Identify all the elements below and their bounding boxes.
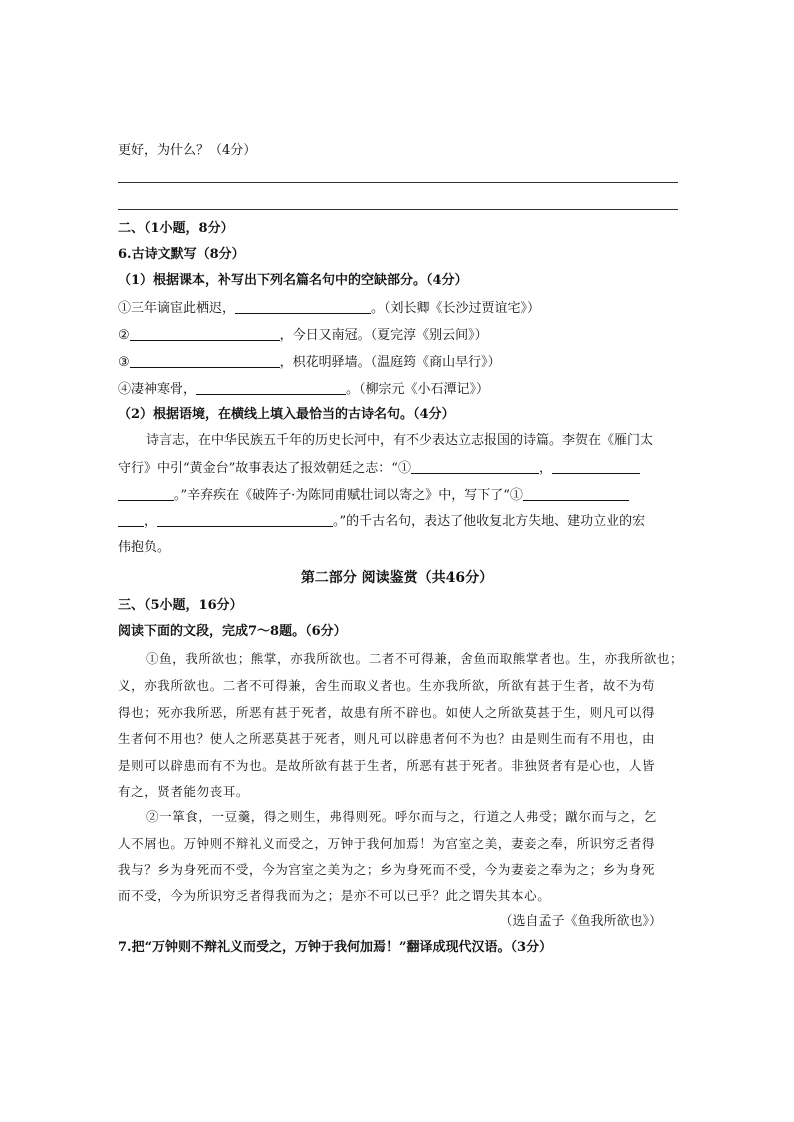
fill-blank[interactable] [411,459,539,474]
passage-source: （选自孟子《鱼我所欲也》） [499,914,662,929]
answer-line[interactable] [118,182,678,183]
fill-item [118,380,489,399]
question-title: 6.古诗文默写（8分） [118,247,245,262]
section-header: 三、（5小题，16分） [118,598,243,613]
passage-line: 而不受，今为所识穷乏者得我而为之；是亦不可以已乎？此之谓失其本心。 [118,888,551,903]
passage-line: 我与？乡为身死而不受，今为宫室之美为之；乡为身死而不受，今为妻妾之奉为之；乡为身死 [118,862,656,877]
fill-blank[interactable] [130,353,280,368]
context-text-part: 。”的千古名句，表达了他收复北方失地、建功立业的宏 [333,514,646,529]
fill-item-pre: ①三年谪宦此栖迟， [118,301,236,316]
question-tail: 更好，为什么？（4分） [118,143,257,158]
fill-item-post: 。（刘长卿《长沙过贾谊宅》） [371,301,541,316]
fill-blank[interactable] [118,512,144,527]
passage-line: 义，亦我所欲也。二者不可得兼，舍生而取义者也。生亦我所欲，所欲有甚于生者，故不为苟 [118,678,656,693]
question-title: 7.把“万钟则不辩礼义而受之，万钟于我何加焉！”翻译成现代汉语。（3分） [118,940,553,955]
passage-line: 人不屑也。万钟则不辩礼义而受之，万钟于我何加焉！为宫室之美，妻妾之奉，所识穷乏者得 [118,836,656,851]
fill-blank[interactable] [130,326,280,341]
subquestion-title: （1）根据课本，补写出下列名篇名句中的空缺部分。（4分） [118,273,468,288]
section-header: 二、（1小题，8分） [118,221,234,236]
context-text [118,486,629,505]
answer-line[interactable] [118,209,678,210]
subquestion-title: （2）根据语境，在横线上填入最恰当的古诗名句。（4分） [118,407,455,422]
passage-line: 是则可以辟患而有不为也。是故所欲有甚于生者，所恶有甚于死者。非独贤者有是心也，人皆 [118,758,656,773]
fill-item-post: 。（柳宗元《小石潭记》） [346,382,490,397]
passage-line: ②一箪食，一豆羹，得之则生，弗得则死。呼尔而与之，行道之人弗受；蹴尔而与之，乞 [146,809,657,824]
fill-item [118,353,501,372]
fill-item-post: ，今日又南冠。（夏完淳《别云间》） [279,328,488,343]
context-text [118,459,640,478]
context-text: 诗言志，在中华民族五千年的历史长河中，有不少表达立志报国的诗篇。李贺在《雁门太 [146,433,654,448]
reading-intro: 阅读下面的文段，完成7～8题。（6分） [118,624,347,639]
fill-item [118,326,488,345]
fill-item-pre: ② [118,328,130,343]
fill-blank[interactable] [552,459,640,474]
passage-line: 生者何不用也？使人之所恶莫甚于死者，则凡可以辟患者何不为也？由是则生而有不用也，由 [118,731,656,746]
fill-item [118,299,540,318]
context-text [118,512,645,531]
context-text-part: ， [144,514,158,529]
passage-line: 得也；死亦我所恶，所恶有甚于死者，故患有所不辟也。如使人之所欲莫甚于生，则凡可以得 [118,705,656,720]
part-title: 第二部分 阅读鉴赏（共46分） [300,570,494,586]
context-text-part: 。”辛弃疾在《破阵子·为陈同甫赋壮词以寄之》中，写下了“① [174,488,523,503]
context-text-part: ， [538,461,552,476]
fill-blank[interactable] [523,486,629,501]
passage-line: 有之，贤者能勿丧耳。 [118,784,250,799]
fill-blank[interactable] [118,486,174,501]
fill-blank[interactable] [235,299,371,314]
context-text-part: 守行》中引“黄金台”故事表达了报效朝廷之志：“① [118,461,411,476]
fill-item-pre: ③ [118,355,130,370]
context-text: 伟抱负。 [118,540,171,555]
fill-item-post: ，枳花明驿墙。（温庭筠《商山早行》） [279,355,501,370]
fill-blank[interactable] [196,380,346,395]
passage-line: ①鱼，我所欲也；熊掌，亦我所欲也。二者不可得兼，舍鱼而取熊掌者也。生，亦我所欲也； [146,651,684,666]
fill-blank[interactable] [157,512,333,527]
fill-item-pre: ④凄神寒骨， [118,382,197,397]
